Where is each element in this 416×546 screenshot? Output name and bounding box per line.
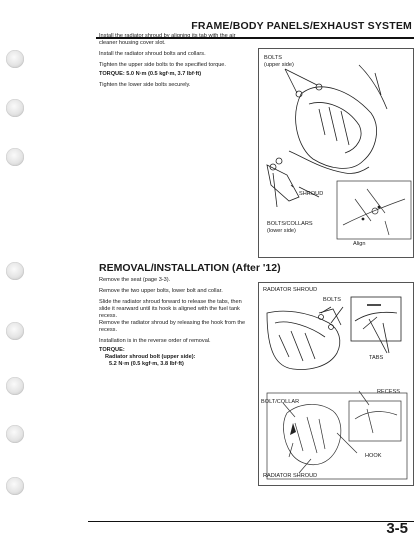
step-text: Tighten the upper side bolts to the specified torque.: [99, 62, 226, 68]
step-text: Installation is in the reverse order of removal.: [99, 338, 211, 344]
label-hook: HOOK: [365, 453, 382, 459]
torque-value: 5.2 N·m (0.5 kgf·m, 3.8 lbf·ft): [109, 361, 184, 367]
binder-hole: [6, 377, 24, 395]
label-bolts: BOLTS: [323, 297, 341, 303]
label-upper-side: (upper side): [264, 62, 294, 68]
figure-radiator-shroud-removal: [258, 282, 414, 486]
label-align: Align: [353, 241, 366, 247]
label-bolts-collars: BOLTS/COLLARS: [267, 221, 313, 227]
label-recess: RECESS: [377, 389, 401, 395]
section-heading: REMOVAL/INSTALLATION (After '12): [99, 262, 281, 274]
step-text: Tighten the lower side bolts securely.: [99, 82, 191, 88]
label-bolt-collar: BOLT/COLLAR: [261, 399, 300, 405]
step-text: Remove the radiator shroud by releasing the hook from the recess.: [99, 320, 246, 333]
binder-hole: [6, 425, 24, 443]
label-radiator-shroud-bottom: RADIATOR SHROUD: [263, 473, 318, 479]
footer-rule: [88, 521, 414, 522]
torque-item: Radiator shroud bolt (upper side):: [105, 354, 196, 360]
binder-hole: [6, 99, 24, 117]
label-radiator-shroud-top: RADIATOR SHROUD: [263, 287, 318, 293]
figure-radiator-shroud-install: [258, 48, 414, 258]
installation-steps: [99, 33, 251, 93]
removal-steps: [99, 277, 251, 372]
step-text: Install the radiator shroud by aligning its tab with the air cleaner housing cover slot.: [99, 33, 236, 46]
figure-drawing: [259, 283, 413, 485]
label-tabs: TABS: [369, 355, 384, 361]
page-header-title: FRAME/BODY PANELS/EXHAUST SYSTEM: [191, 20, 412, 32]
step-text: Remove the seat (page 3-3).: [99, 277, 171, 283]
binder-hole: [6, 322, 24, 340]
page-number: 3-5: [386, 520, 408, 537]
step-text: Remove the two upper bolts, lower bolt and collar.: [99, 288, 223, 294]
label-bolts: BOLTS: [264, 55, 282, 61]
binder-hole: [6, 262, 24, 280]
binder-hole: [6, 50, 24, 68]
step-text: Install the radiator shroud bolts and collars.: [99, 51, 206, 57]
label-lower-side: (lower side): [267, 228, 296, 234]
step-text: Slide the radiator shroud forward to release the tabs, then slide it rearward until its hook is aligned with the fuel tank recess.: [99, 299, 242, 319]
binder-hole: [6, 477, 24, 495]
binder-hole: [6, 148, 24, 166]
label-shroud: SHROUD: [299, 191, 324, 197]
torque-title: TORQUE:: [99, 347, 125, 353]
torque-spec: TORQUE: 5.0 N·m (0.5 kgf·m, 3.7 lbf·ft): [99, 71, 202, 77]
